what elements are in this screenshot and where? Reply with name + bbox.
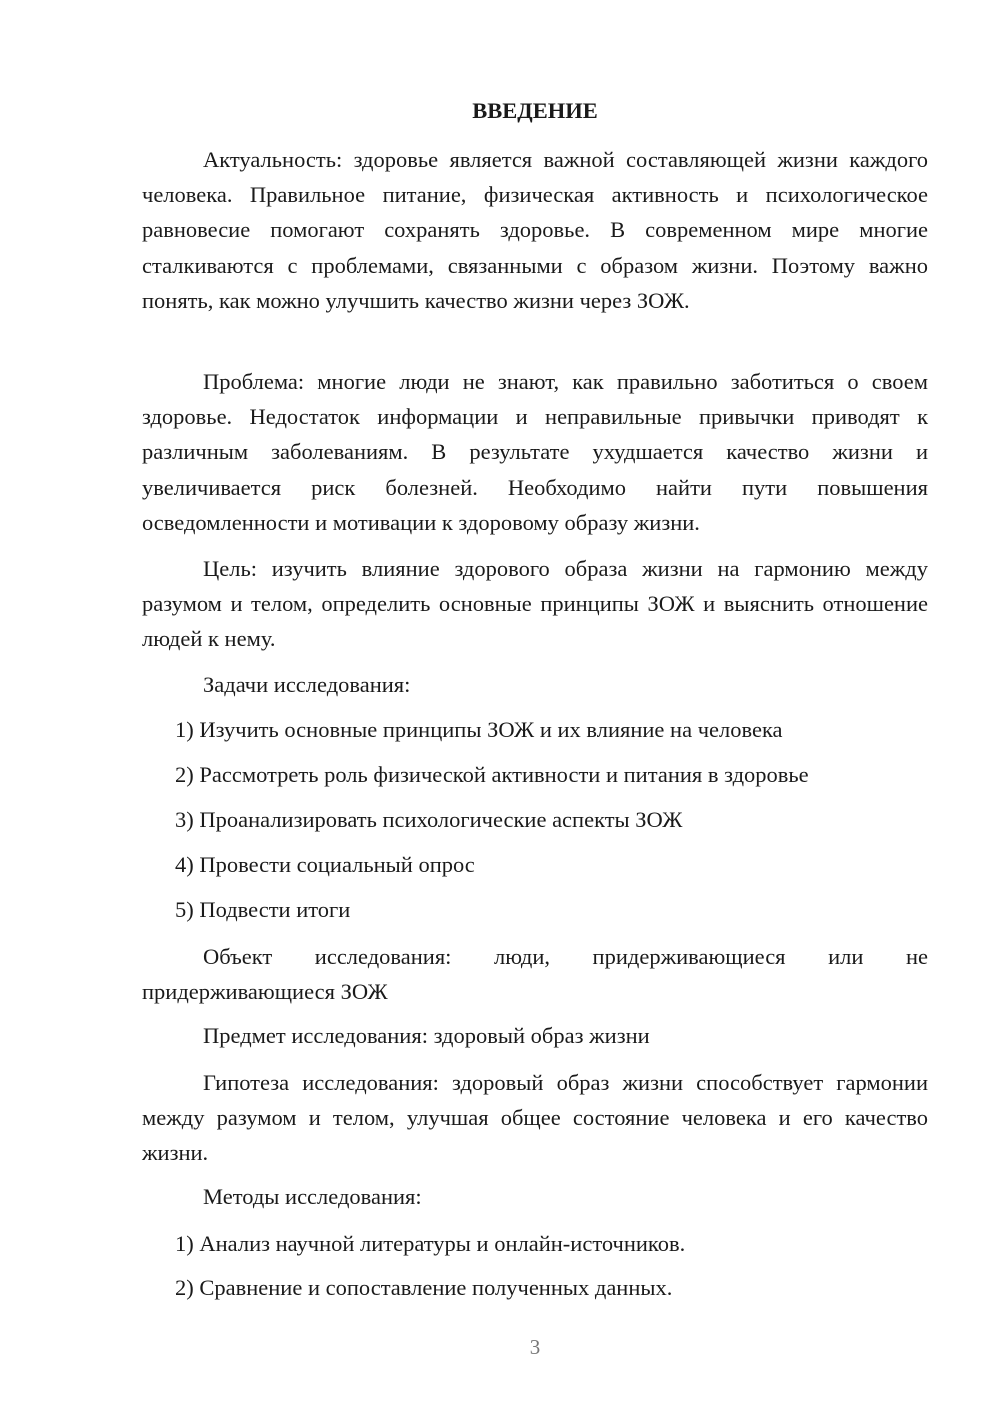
task-item: 5) Подвести итоги (175, 897, 351, 922)
object-paragraph: Объект исследования: люди, придерживающиеся или не придерживающиеся ЗОЖ (142, 944, 928, 1005)
task-item: 2) Рассмотреть роль физической активности и питания в здоровье (175, 762, 809, 787)
actuality-paragraph: Актуальность: здоровье является важной составляющей жизни каждого человека. Правильное питание, физическая активность и психологическое равновесие помогают сохранять здоровье. В современном мире многие сталкиваются с проблемами, связанными с образом жизни. Поэтому важно понять, как можно улучшить качество жизни через ЗОЖ. (142, 147, 928, 313)
tasks-title: Задачи исследования: (203, 672, 411, 697)
hypothesis-paragraph: Гипотеза исследования: здоровый образ жизни способствует гармонии между разумом и телом, улучшая общее состояние человека и его качество жизни. (142, 1070, 928, 1166)
goal-paragraph: Цель: изучить влияние здорового образа жизни на гармонию между разумом и телом, определить основные принципы ЗОЖ и выяснить отношение людей к нему. (142, 556, 928, 652)
page-number: 3 (529, 1335, 541, 1359)
method-item: 1) Анализ научной литературы и онлайн-источников. (175, 1231, 686, 1256)
task-item: 4) Провести социальный опрос (175, 852, 475, 877)
task-item: 3) Проанализировать психологические аспекты ЗОЖ (175, 807, 683, 832)
method-item: 2) Сравнение и сопоставление полученных данных. (175, 1275, 673, 1300)
problem-paragraph: Проблема: многие люди не знают, как правильно заботиться о своем здоровье. Недостаток информации и неправильные привычки приводят к различным заболеваниям. В результате ухудшается качество жизни и увеличивается риск болезней. Необходимо найти пути повышения осведомленности и мотивации к здоровому образу жизни. (142, 369, 928, 535)
section-heading: ВВЕДЕНИЕ (472, 98, 598, 123)
methods-title: Методы исследования: (203, 1184, 422, 1209)
subject-paragraph: Предмет исследования: здоровый образ жизни (203, 1023, 650, 1048)
task-item: 1) Изучить основные принципы ЗОЖ и их влияние на человека (175, 717, 783, 742)
